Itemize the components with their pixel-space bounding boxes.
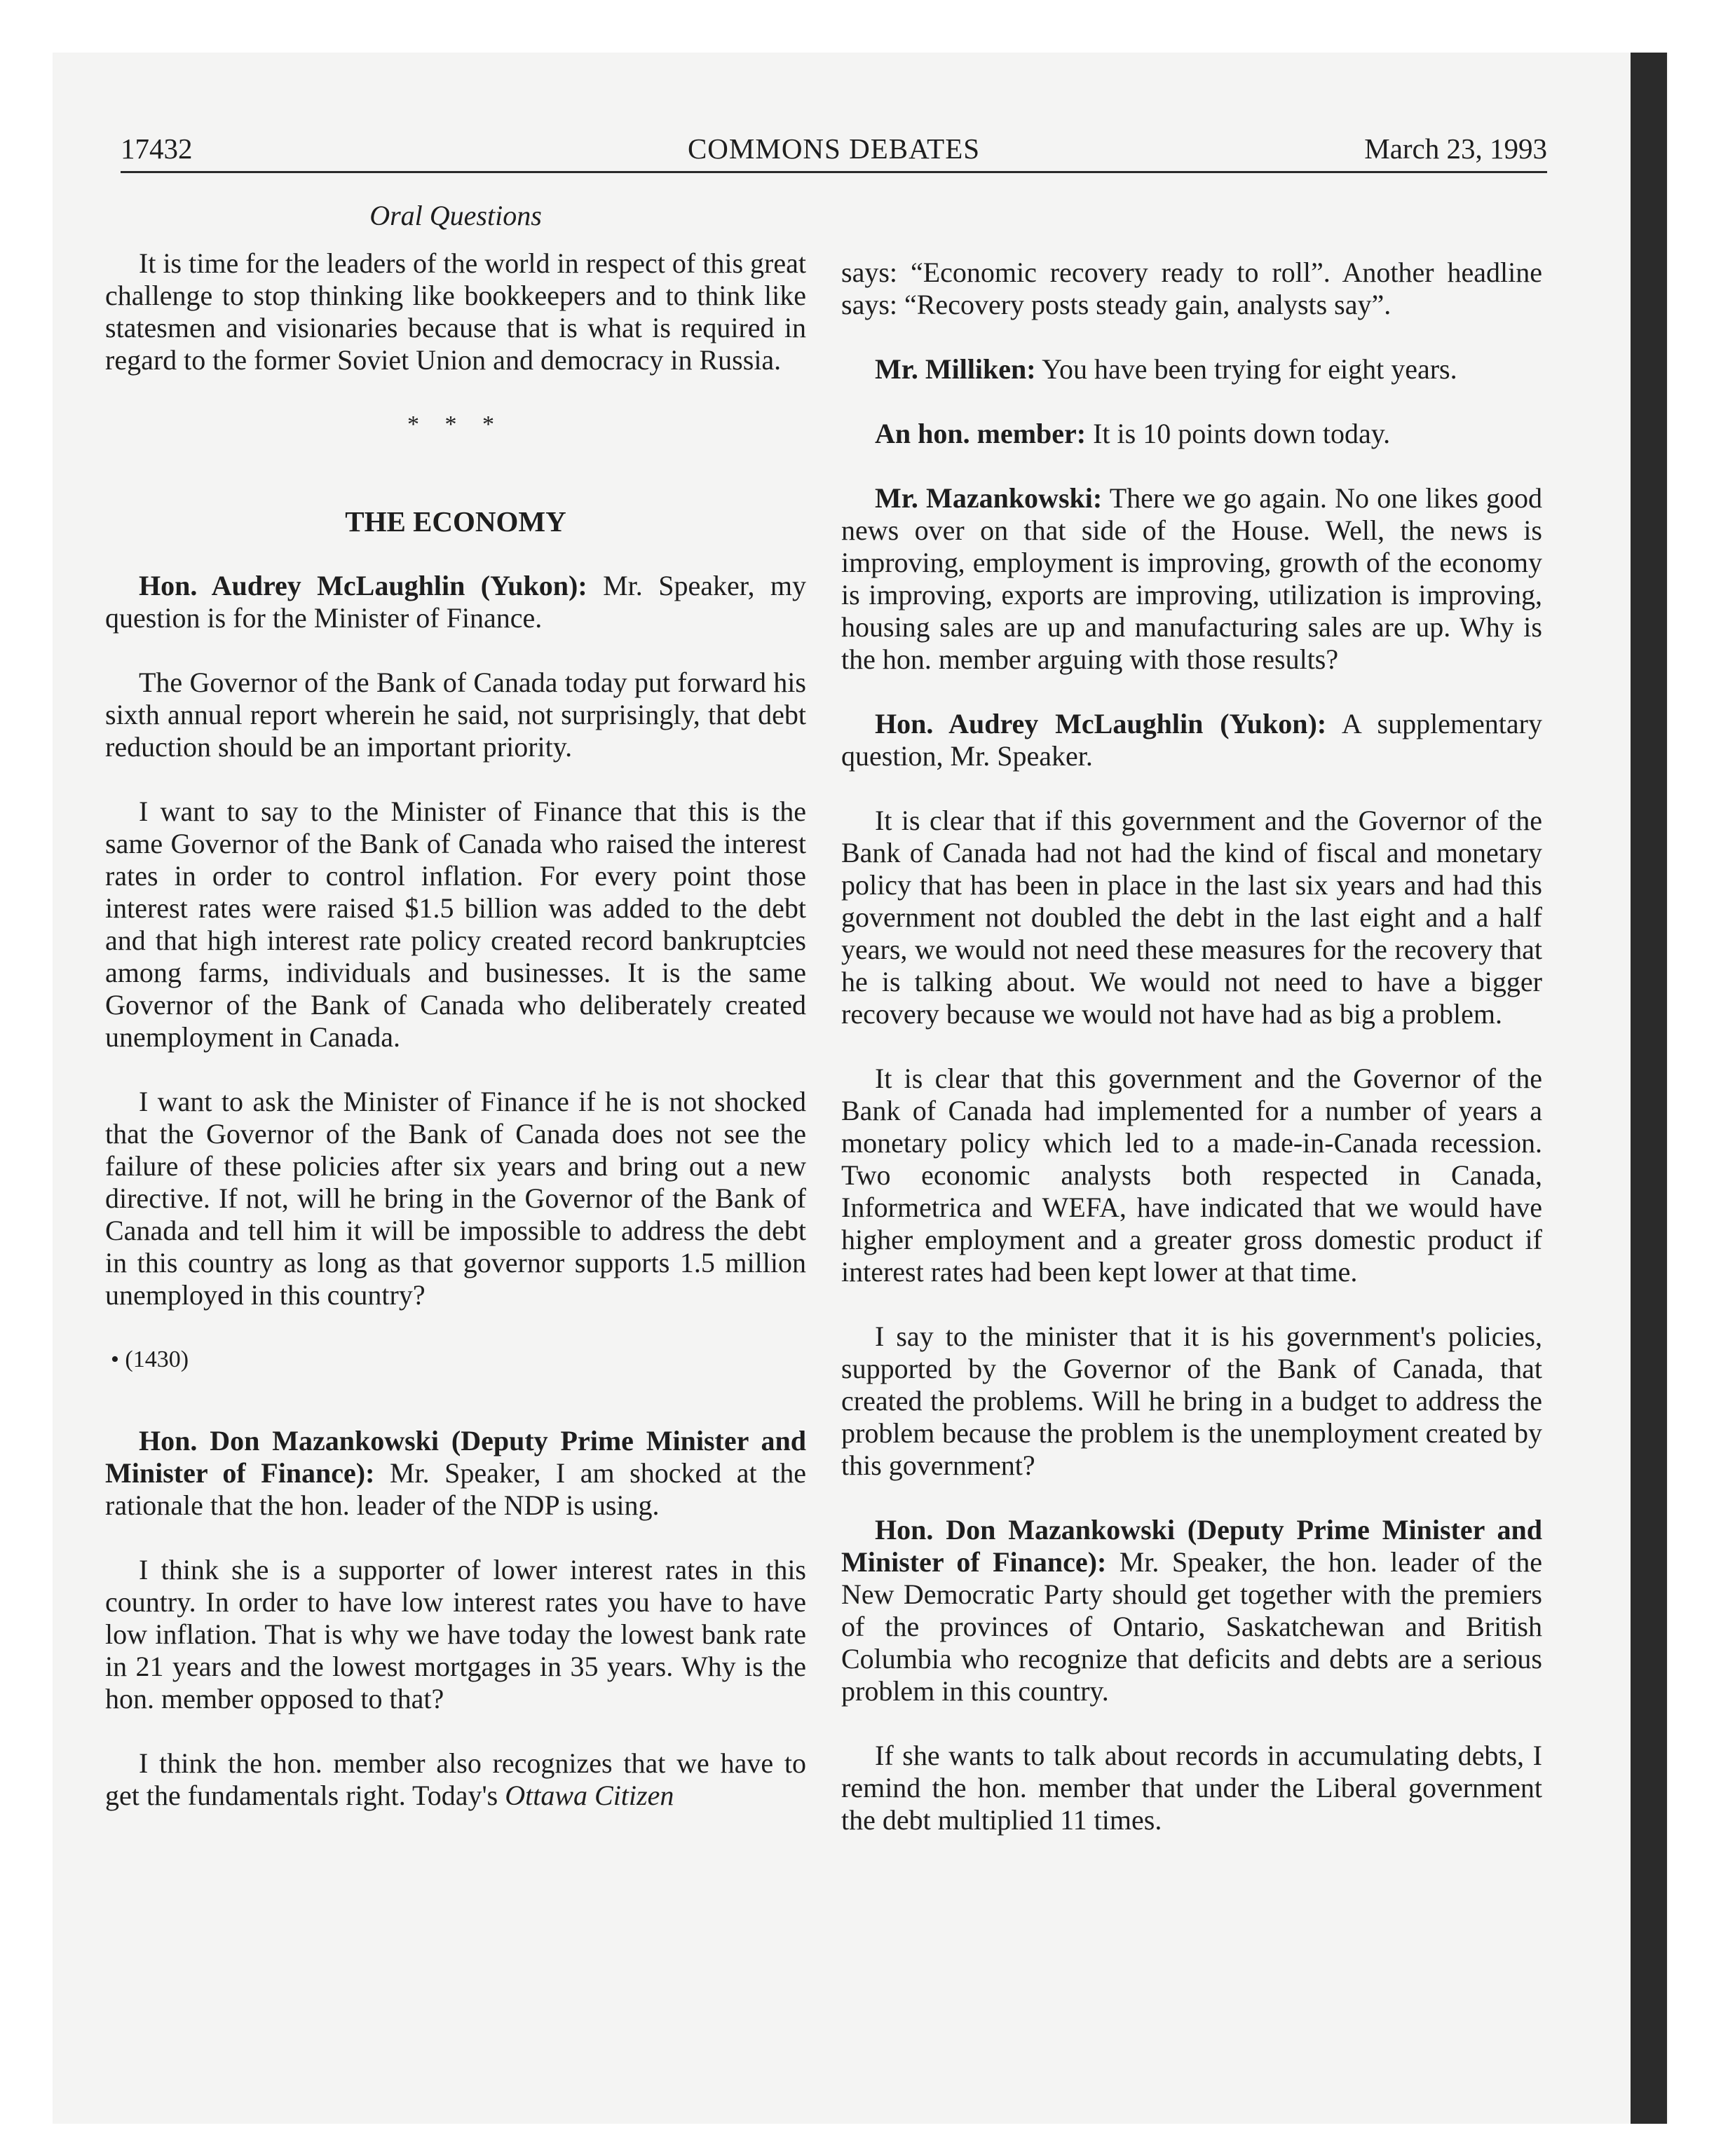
time-marker: • (1430) bbox=[111, 1346, 189, 1372]
left-column bbox=[105, 189, 806, 1844]
speech-text: Mr. Speaker, my question is for the Minister of Finance. bbox=[105, 570, 806, 634]
paragraph: It is time for the leaders of the world in respect of this great challenge to stop thinking like bookkeepers and to think like statesmen and visionaries because that is what is required in regard to the former Soviet Union and democracy in Russia. bbox=[105, 247, 806, 376]
publication-date: March 23, 1993 bbox=[1364, 132, 1547, 165]
paragraph: I want to ask the Minister of Finance if he is not shocked that the Governor of the Bank of Canada does not see the failure of these policies after six years and bring out a new directive. If not, will he bring in the Governor of the Bank of Canada and tell him it will be impossible to address the debt in this country as long as that governor supports 1.5 million unemployed in this country? bbox=[105, 1086, 806, 1311]
paragraph: says: “Economic recovery ready to roll”. Another headline says: “Recovery posts steady gain, analysts say”. bbox=[841, 257, 1542, 320]
page-header bbox=[121, 128, 1547, 173]
section-label: Oral Questions bbox=[369, 200, 542, 231]
speech-text: You have been trying for eight years. bbox=[1035, 353, 1457, 385]
speech-text: It is 10 points down today. bbox=[1086, 418, 1391, 449]
paragraph bbox=[841, 353, 1542, 386]
speaker-name: Mr. Mazankowski: bbox=[875, 482, 1103, 514]
speech-text: There we go again. No one likes good news over on that side of the House. Well, the news is improving, employment is improving, growth of the economy is improving, exports are improving, utilization is improving, housing sales are up and manufacturing sales are up. Why is the hon. member arguing with those results? bbox=[841, 482, 1542, 675]
paragraph bbox=[841, 482, 1542, 676]
page-number: 17432 bbox=[121, 132, 193, 165]
paragraph bbox=[105, 1747, 806, 1812]
speech-text: I think the hon. member also recognizes that we have to get the fundamentals right. Today's bbox=[105, 1747, 806, 1811]
speaker-name: Mr. Milliken: bbox=[875, 353, 1036, 385]
paragraph bbox=[105, 570, 806, 634]
speaker-name: Hon. Don Mazankowski (Deputy Prime Minister and Minister of Finance): bbox=[105, 1425, 806, 1489]
paragraph: I say to the minister that it is his government's policies, supported by the Governor of the Bank of Canada, that created the problems. Will he bring in a budget to address the problem because the problem is the unemployment created by this government? bbox=[841, 1321, 1542, 1481]
paragraph bbox=[105, 1425, 806, 1522]
section-separator: * * * bbox=[407, 411, 504, 437]
paragraph: If she wants to talk about records in accumulating debts, I remind the hon. member that under the Liberal government the debt multiplied 11 times. bbox=[841, 1740, 1542, 1836]
paragraph: It is clear that this government and the Governor of the Bank of Canada had implemented for a number of years a monetary policy which led to a made-in-Canada recession. Two economic analysts both respected in Canada, Informetrica and WEFA, have indicated that we would have higher employment and a greater gross domestic product if interest rates had been kept lower at that time. bbox=[841, 1063, 1542, 1288]
paragraph bbox=[841, 708, 1542, 772]
paragraph: It is clear that if this government and the Governor of the Bank of Canada had not had the kind of fiscal and monetary policy that has been in place in the last six years and had this government not doubled the debt in the last eight and a half years, we would not need these measures for the recovery that he is talking about. We would not need to have a bigger recovery because we would not have had as big a problem. bbox=[841, 805, 1542, 1030]
paragraph: The Governor of the Bank of Canada today put forward his sixth annual report wherein he said, not surprisingly, that debt reduction should be an important priority. bbox=[105, 667, 806, 763]
publication-title: COMMONS DEBATES bbox=[687, 132, 981, 165]
paragraph bbox=[841, 418, 1542, 450]
paragraph: I want to say to the Minister of Finance that this is the same Governor of the Bank of Canada who raised the interest rates in order to control inflation. For every point those interest rates were raised $1.5 billion was added to the debt and that high interest rate policy created record bankruptcies among farms, individuals and businesses. It is the same Governor of the Bank of Canada who deliberately created unemployment in Canada. bbox=[105, 796, 806, 1053]
speaker-name: Hon. Audrey McLaughlin (Yukon): bbox=[139, 570, 587, 601]
speech-text: Mr. Speaker, the hon. leader of the New Democratic Party should get together with the premiers of the provinces of Ontario, Saskatchewan and British Columbia who recognize that deficits and debts are a serious problem in this country. bbox=[841, 1546, 1542, 1707]
speech-text: A supplementary question, Mr. Speaker. bbox=[841, 708, 1542, 772]
speech-text: Mr. Speaker, I am shocked at the rationale that the hon. leader of the NDP is using. bbox=[105, 1457, 807, 1521]
paragraph: I think she is a supporter of lower interest rates in this country. In order to have low interest rates you have to have low inflation. That is why we have today the lowest bank rate in 21 years and the lowest mortgages in 35 years. Why is the hon. member opposed to that? bbox=[105, 1554, 806, 1714]
section-heading: THE ECONOMY bbox=[345, 505, 566, 538]
scan-edge-shadow bbox=[1631, 53, 1667, 2124]
paragraph bbox=[841, 1514, 1542, 1707]
right-column bbox=[841, 257, 1542, 1869]
newspaper-name: Ottawa Citizen bbox=[505, 1780, 674, 1811]
speaker-name: An hon. member: bbox=[875, 418, 1087, 449]
speaker-name: Hon. Audrey McLaughlin (Yukon): bbox=[875, 708, 1327, 739]
speaker-name: Hon. Don Mazankowski (Deputy Prime Minister and Minister of Finance): bbox=[841, 1514, 1542, 1578]
